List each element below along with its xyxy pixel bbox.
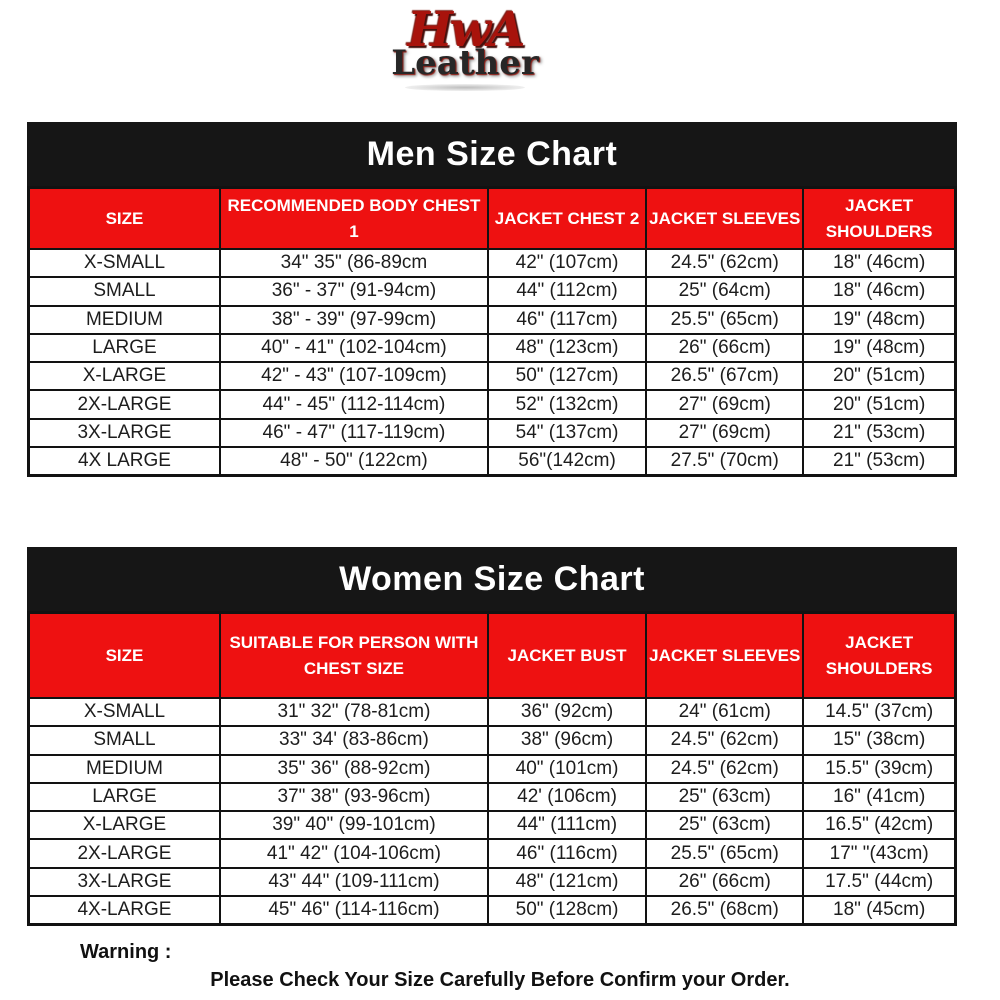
women-col-header-jacket-shoulders: JACKET SHOULDERS [803,613,955,699]
size-cell: LARGE [29,334,220,362]
women-table-row-3xlarge [29,868,956,896]
men-col-header-jacket-chest: JACKET CHEST 2 [488,188,646,250]
jacket-shoulders-cell: 21" (53cm) [803,447,955,476]
women-table-row-4xlarge [29,896,956,925]
jacket-shoulders-cell: 17" "(43cm) [803,839,955,867]
jacket-chest-cell: 46" (117cm) [488,306,646,334]
men-col-header-body-chest: RECOMMENDED BODY CHEST 1 [220,188,488,250]
jacket-shoulders-cell: 21" (53cm) [803,419,955,447]
women-size-chart-section [27,547,957,926]
chest-size-cell: 39" 40" (99-101cm) [220,811,488,839]
chest-size-cell: 45" 46" (114-116cm) [220,896,488,925]
jacket-shoulders-cell: 20" (51cm) [803,362,955,390]
jacket-bust-cell: 44" (111cm) [488,811,646,839]
chest-size-cell: 31" 32" (78-81cm) [220,698,488,726]
jacket-chest-cell: 48" (123cm) [488,334,646,362]
logo-shadow-decoration [405,84,525,91]
jacket-shoulders-cell: 17.5" (44cm) [803,868,955,896]
jacket-chest-cell: 50" (127cm) [488,362,646,390]
men-col-header-size: SIZE [29,188,220,250]
size-cell: 3X-LARGE [29,868,220,896]
size-cell: MEDIUM [29,755,220,783]
jacket-sleeves-cell: 27" (69cm) [646,419,803,447]
jacket-bust-cell: 38" (96cm) [488,726,646,754]
size-cell: X-SMALL [29,249,220,277]
jacket-bust-cell: 42' (106cm) [488,783,646,811]
men-table-row-4xlarge [29,447,956,476]
men-table-row-large [29,334,956,362]
men-table-row-medium [29,306,956,334]
jacket-shoulders-cell: 16" (41cm) [803,783,955,811]
men-col-header-jacket-shoulders: JACKET SHOULDERS [803,188,955,250]
jacket-bust-cell: 50" (128cm) [488,896,646,925]
jacket-sleeves-cell: 26.5" (67cm) [646,362,803,390]
jacket-shoulders-cell: 18" (46cm) [803,249,955,277]
chest-size-cell: 33" 34' (83-86cm) [220,726,488,754]
jacket-chest-cell: 56"(142cm) [488,447,646,476]
women-table-row-xlarge [29,811,956,839]
men-table-row-small [29,277,956,305]
size-cell: 2X-LARGE [29,390,220,418]
jacket-shoulders-cell: 18" (46cm) [803,277,955,305]
jacket-shoulders-cell: 20" (51cm) [803,390,955,418]
jacket-sleeves-cell: 26" (66cm) [646,868,803,896]
men-table-row-3xlarge [29,419,956,447]
jacket-chest-cell: 44" (112cm) [488,277,646,305]
men-col-header-jacket-sleeves: JACKET SLEEVES [646,188,803,250]
jacket-chest-cell: 54" (137cm) [488,419,646,447]
jacket-shoulders-cell: 19" (48cm) [803,334,955,362]
warning-label: Warning : [80,941,172,963]
men-table-header-row [29,188,956,250]
women-table-row-medium [29,755,956,783]
women-table-header-row [29,613,956,699]
jacket-bust-cell: 40" (101cm) [488,755,646,783]
brand-logo-text-hwa: HwA [407,2,523,58]
size-cell: LARGE [29,783,220,811]
chest-size-cell: 43" 44" (109-111cm) [220,868,488,896]
size-cell: X-SMALL [29,698,220,726]
jacket-sleeves-cell: 25.5" (65cm) [646,839,803,867]
jacket-sleeves-cell: 25" (64cm) [646,277,803,305]
jacket-shoulders-cell: 18" (45cm) [803,896,955,925]
jacket-chest-cell: 42" (107cm) [488,249,646,277]
jacket-sleeves-cell: 25" (63cm) [646,783,803,811]
jacket-bust-cell: 48" (121cm) [488,868,646,896]
jacket-sleeves-cell: 27" (69cm) [646,390,803,418]
size-cell: SMALL [29,726,220,754]
men-chart-title: Men Size Chart [27,122,957,186]
body-chest-cell: 40" - 41" (102-104cm) [220,334,488,362]
jacket-chest-cell: 52" (132cm) [488,390,646,418]
women-table-row-small [29,726,956,754]
women-size-chart-table [27,611,957,926]
chest-size-cell: 37" 38" (93-96cm) [220,783,488,811]
body-chest-cell: 48" - 50" (122cm) [220,447,488,476]
women-table-row-2xlarge [29,839,956,867]
jacket-sleeves-cell: 25" (63cm) [646,811,803,839]
size-cell: SMALL [29,277,220,305]
jacket-sleeves-cell: 24.5" (62cm) [646,249,803,277]
body-chest-cell: 46" - 47" (117-119cm) [220,419,488,447]
body-chest-cell: 38" - 39" (97-99cm) [220,306,488,334]
chest-size-cell: 41" 42" (104-106cm) [220,839,488,867]
jacket-shoulders-cell: 19" (48cm) [803,306,955,334]
women-table-row-xsmall [29,698,956,726]
jacket-sleeves-cell: 27.5" (70cm) [646,447,803,476]
brand-logo [385,2,545,91]
jacket-sleeves-cell: 24.5" (62cm) [646,726,803,754]
jacket-bust-cell: 46" (116cm) [488,839,646,867]
body-chest-cell: 36" - 37" (91-94cm) [220,277,488,305]
men-size-chart-table [27,186,957,477]
women-col-header-jacket-bust: JACKET BUST [488,613,646,699]
chest-size-cell: 35" 36" (88-92cm) [220,755,488,783]
size-cell: 4X LARGE [29,447,220,476]
jacket-shoulders-cell: 14.5" (37cm) [803,698,955,726]
jacket-bust-cell: 36" (92cm) [488,698,646,726]
men-size-chart-section [27,122,957,477]
brand-logo-text-leather: Leather [391,43,539,83]
size-cell: X-LARGE [29,811,220,839]
size-cell: X-LARGE [29,362,220,390]
jacket-sleeves-cell: 24" (61cm) [646,698,803,726]
jacket-sleeves-cell: 26.5" (68cm) [646,896,803,925]
jacket-shoulders-cell: 15" (38cm) [803,726,955,754]
women-col-header-size: SIZE [29,613,220,699]
body-chest-cell: 42" - 43" (107-109cm) [220,362,488,390]
women-chart-title: Women Size Chart [27,547,957,611]
jacket-shoulders-cell: 15.5" (39cm) [803,755,955,783]
women-col-header-jacket-sleeves: JACKET SLEEVES [646,613,803,699]
body-chest-cell: 34" 35" (86-89cm [220,249,488,277]
jacket-sleeves-cell: 24.5" (62cm) [646,755,803,783]
size-cell: 2X-LARGE [29,839,220,867]
men-table-row-xsmall [29,249,956,277]
warning-text: Please Check Your Size Carefully Before Confirm your Order. [210,969,790,991]
jacket-sleeves-cell: 25.5" (65cm) [646,306,803,334]
size-cell: MEDIUM [29,306,220,334]
women-col-header-chest-size: SUITABLE FOR PERSON WITH CHEST SIZE [220,613,488,699]
men-table-row-xlarge [29,362,956,390]
women-table-row-large [29,783,956,811]
men-table-row-2xlarge [29,390,956,418]
body-chest-cell: 44" - 45" (112-114cm) [220,390,488,418]
size-cell: 3X-LARGE [29,419,220,447]
size-cell: 4X-LARGE [29,896,220,925]
jacket-sleeves-cell: 26" (66cm) [646,334,803,362]
jacket-shoulders-cell: 16.5" (42cm) [803,811,955,839]
